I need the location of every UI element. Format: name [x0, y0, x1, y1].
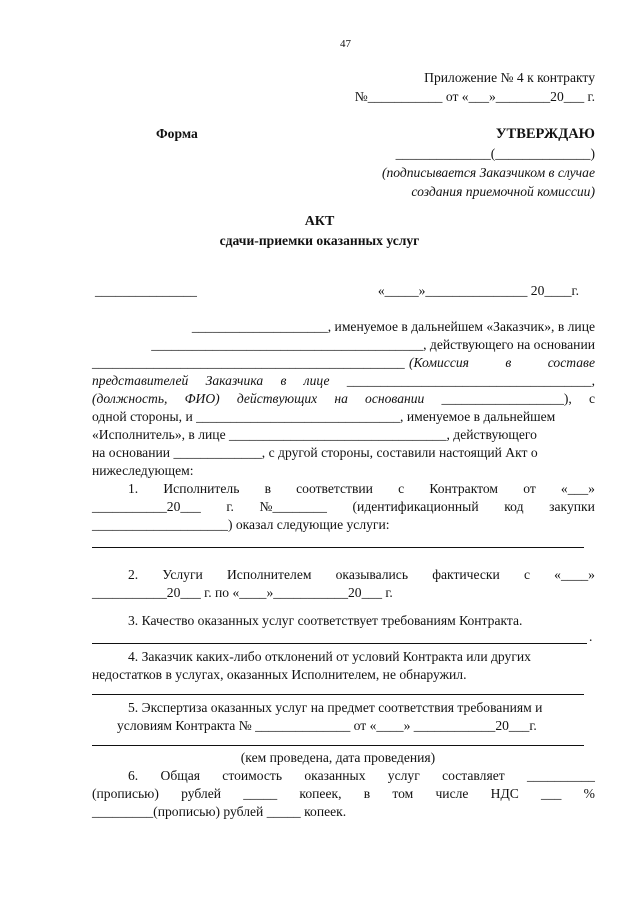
intro-line-5	[92, 392, 595, 406]
word: 2.	[128, 567, 139, 582]
approve-title: УТВЕРЖДАЮ	[495, 126, 595, 142]
intro-line-3-words	[409, 356, 595, 370]
word: составе	[547, 355, 595, 370]
word: ФИО)	[184, 391, 220, 406]
word: №________	[259, 499, 327, 514]
intro-line-8: на основании _____________, с другой стороны, составили настоящий Акт о	[92, 445, 538, 460]
word: (Комиссия	[409, 355, 469, 370]
item-2-line-2: ___________20___ г. по «____»___________20___ г.	[92, 585, 393, 600]
word: ___________20___	[92, 499, 201, 514]
word: (должность,	[92, 391, 168, 406]
item-3-blank-line	[92, 643, 587, 644]
word: том	[392, 786, 414, 801]
item-5-blank-line	[92, 745, 584, 746]
word: ____________________________________,	[346, 373, 595, 388]
approve-note-line2: создания приемочной комиссии)	[411, 184, 595, 199]
word: Исполнителем	[226, 567, 312, 582]
word: «___»	[560, 481, 595, 496]
word: __________________),	[441, 391, 572, 406]
word: «____»	[554, 567, 595, 582]
word: Заказчика	[205, 373, 264, 388]
place-field: _______________	[95, 283, 197, 298]
word: услуг	[387, 768, 420, 783]
word: 1.	[128, 481, 139, 496]
word: Контрактом	[429, 481, 499, 496]
word: __________	[526, 768, 595, 783]
word: оказанных	[304, 768, 366, 783]
word: (прописью)	[92, 786, 159, 801]
item-5-line-1: 5. Экспертиза оказанных услуг на предмет соответствия требованиям и	[128, 700, 543, 715]
item-3-period: .	[589, 629, 593, 644]
item-5-caption: (кем проведена, дата проведения)	[240, 750, 436, 765]
item-3-line: 3. Качество оказанных услуг соответствует требованиям Контракта.	[128, 613, 523, 628]
word: в	[505, 355, 512, 370]
word: г.	[226, 499, 234, 514]
act-subtitle: сдачи-приемки оказанных услуг	[219, 233, 420, 248]
word: рублей	[181, 786, 221, 801]
word: с	[523, 567, 531, 582]
word: с	[398, 481, 405, 496]
item-6-line-1	[128, 769, 595, 783]
item-1-services-blank-line	[92, 547, 584, 548]
item-4-line-2: недостатков в услугах, оказанных Исполнителем, не обнаружил.	[92, 667, 467, 682]
word: основании	[365, 391, 425, 406]
word: стоимость	[222, 768, 283, 783]
item-1-line-3: ____________________) оказал следующие услуги:	[92, 517, 390, 532]
item-6-line-3: _________(прописью) рублей _____ копеек.	[92, 804, 347, 819]
intro-line-2: ________________________________________, действующего на основании	[151, 337, 595, 352]
item-4-line-1: 4. Заказчик каких-либо отклонений от условий Контракта или других	[128, 649, 531, 664]
item-2-line-1	[128, 568, 595, 582]
intro-line-1: ____________________, именуемое в дальнейшем «Заказчик», в лице	[191, 319, 595, 334]
item-1-line-2	[92, 500, 595, 514]
word: закупки	[549, 499, 595, 514]
word: оказывались	[335, 567, 409, 582]
word: _____	[243, 786, 278, 801]
form-label: Форма	[156, 126, 198, 141]
word: фактически	[432, 567, 500, 582]
item-4-blank-line	[92, 694, 584, 695]
word: лице	[303, 373, 330, 388]
item-1-line-1	[128, 482, 595, 496]
word: 6.	[128, 768, 139, 783]
intro-line-4	[92, 374, 595, 388]
intro-line-7: «Исполнитель», в лице ________________________________, действующего	[92, 427, 537, 442]
page-number: 47	[340, 38, 351, 50]
word: (идентификационный	[352, 499, 479, 514]
word: код	[504, 499, 524, 514]
word: действующих	[236, 391, 318, 406]
word: соответствии	[296, 481, 373, 496]
item-5-line-2: условиям Контракта № ______________ от «____» ____________20___г.	[117, 718, 537, 733]
word: в	[280, 373, 287, 388]
word: НДС	[490, 786, 519, 801]
word: %	[583, 786, 595, 801]
word: Услуги	[162, 567, 203, 582]
appendix-reference: Приложение № 4 к контракту	[424, 70, 595, 85]
approve-note-line1: (подписывается Заказчиком в случае	[381, 165, 595, 180]
word: на	[334, 391, 348, 406]
word: составляет	[442, 768, 505, 783]
word: ___	[541, 786, 562, 801]
approve-sign-line: ______________(______________)	[395, 146, 595, 161]
word: Общая	[160, 768, 200, 783]
word: в	[363, 786, 371, 801]
intro-line-6: одной стороны, и ______________________________, именуемое в дальнейшем	[92, 409, 556, 424]
intro-line-3-blank: ______________________________________________	[92, 355, 405, 370]
word: в	[264, 481, 271, 496]
word: с	[588, 391, 595, 406]
act-title: АКТ	[304, 214, 335, 229]
item-6-line-2	[92, 787, 595, 801]
word: числе	[435, 786, 469, 801]
act-date-field: «_____»_______________ 20____г.	[377, 283, 579, 298]
word: копеек,	[299, 786, 342, 801]
word: представителей	[92, 373, 189, 388]
word: Исполнитель	[163, 481, 240, 496]
contract-number-line: №___________ от «___»________20___ г.	[354, 89, 595, 104]
word: от	[523, 481, 536, 496]
intro-line-9: нижеследующем:	[92, 463, 194, 478]
